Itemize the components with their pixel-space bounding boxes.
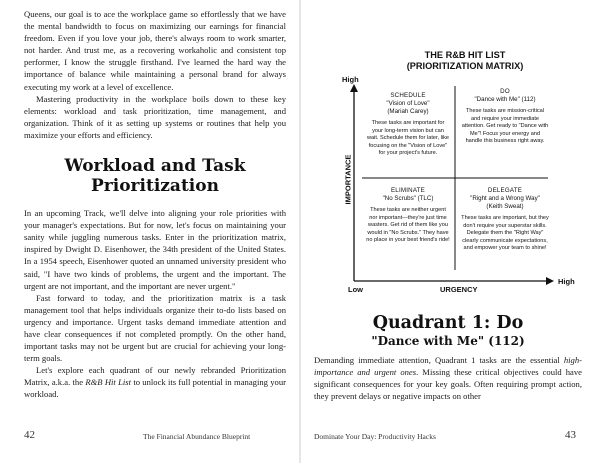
- quadrant-do-name: DO: [500, 88, 510, 95]
- left-paragraph-1: Queens, our goal is to ace the workplace game so effortlessly that we have the mental bandwidth to focus on maximizing our earnings for financial freedom. Even if you love your job, there's always room to work smarter, not harder. And trust me, as a recovering workaholic and consistent top performer, I know the struggle firsthand. I've learned the hard way the importance of balance while maintaining a personal brand for always executing my work at a level of excellence.: [24, 9, 286, 92]
- quadrant-schedule-name: SCHEDULE: [390, 92, 426, 99]
- quadrant-delegate-desc: These tasks are important, but they don't require your superstar skills. Delegate them the "Right Way" clearly communicate expectations, and empower your team to shine!: [461, 215, 549, 252]
- quadrant-do-desc: These tasks are mission-critical and require your immediate attention. Get ready to "Dance with Me"! Focus your energy and handle this business right away.: [461, 108, 549, 145]
- left-paragraph-4: Fast forward to today, and the prioritization matrix is a task management tool that helps individuals organize their to-do lists based on urgency and importance. Urgent tasks demand immediate attention and have clear consequences if not completed promptly. On the other hand, important tasks may not be urgent but are crucial for achieving your long-term goals.: [24, 292, 286, 364]
- arrow-right-icon: [546, 277, 554, 285]
- quadrant-do-song: "Dance with Me" (112): [474, 96, 536, 103]
- axis-importance-label: IMPORTANCE: [343, 154, 353, 205]
- left-running-footer: The Financial Abundance Blueprint: [143, 432, 251, 441]
- quadrant-eliminate-name: ELIMINATE: [390, 187, 425, 194]
- quadrant-1-heading: Quadrant 1: Do: [372, 313, 524, 333]
- quadrant-1-subheading: "Dance with Me" (112): [371, 334, 525, 348]
- last-paragraph-tail: to unlock its full potential in managing your workload.: [24, 377, 286, 400]
- matrix-title-line-2: (PRIORITIZATION MATRIX): [406, 61, 524, 71]
- left-paragraph-2: Mastering productivity in the workplace boils down to these key elements: workload and task prioritization, time management, and organization. Think of it as setting up systems or routines that help you maximize your efforts and efficiency.: [24, 93, 286, 140]
- matrix-title-line-1: THE R&B HIT LIST: [424, 50, 506, 60]
- right-running-footer: Dominate Your Day: Productivity Hacks: [314, 432, 436, 441]
- quadrant-eliminate-song: "No Scrubs" (TLC): [382, 195, 434, 202]
- quadrant-schedule-artist: (Mariah Carey): [387, 108, 429, 115]
- right-paragraph-tail: . Missing these critical objectives could have significant consequences for your key goals. Often requiring prompt action, they prevent delays or negative impacts on other: [314, 367, 582, 402]
- quadrant-schedule-desc: These tasks are important for your long-term vision but can wait. Schedule them for later, like focusing on the "Vision of Love" for your project's future.: [366, 120, 450, 157]
- left-paragraph-3: In an upcoming Track, we'll delve into aligning your role priorities with your manager's expectations. But for now, let's focus on maintaining your sanity while juggling numerous tasks. Enter in the prioritization matrix, inspired by Dwight D. Eisenhower, the 34th president of the United States. In a 1954 speech, Eisenhower quoted an unnamed university president who said, "I have two kinds of problems, the urgent and the important. The urgent are not important, and the important are never urgent.": [24, 208, 286, 291]
- quadrant-delegate-name: DELEGATE: [487, 187, 523, 194]
- section-heading: Workload and Task Prioritization: [64, 156, 246, 197]
- right-paragraph-lead: Demanding immediate attention, Quadrant 1 tasks are the essential: [314, 355, 564, 365]
- right-page-number: 43: [565, 429, 576, 441]
- quadrant-delegate-artist: (Keith Sweat): [486, 203, 524, 210]
- quadrant-do: [461, 88, 549, 146]
- quadrant-eliminate-desc: These tasks are neither urgent nor important—they're just time wasters. Get rid of them like you would in "No Scrubs." They have no place in your best friend's ride!: [366, 207, 450, 244]
- quadrant-eliminate: [366, 187, 450, 245]
- quadrant-delegate: [461, 187, 549, 253]
- left-page-number: 42: [24, 429, 35, 441]
- axis-high-top: High: [342, 75, 359, 84]
- quadrant-schedule-song: "Vision of Love": [386, 100, 430, 107]
- last-paragraph-emphasis: R&B Hit List: [85, 377, 132, 388]
- right-paragraph: [314, 354, 582, 402]
- axis-high-right: High: [558, 277, 575, 286]
- right-paragraph-emphasis: high-importance and urgent ones: [314, 355, 582, 378]
- arrow-up-icon: [350, 84, 358, 92]
- quadrant-delegate-song: "Right and a Wrong Way": [470, 195, 540, 202]
- quadrant-schedule: [366, 92, 450, 158]
- axis-low: Low: [348, 285, 363, 294]
- axis-urgency-label: URGENCY: [440, 285, 478, 294]
- last-paragraph-lead: Let's explore each quadrant of our newly rebranded Prioritization Matrix, a.k.a. the: [24, 365, 286, 388]
